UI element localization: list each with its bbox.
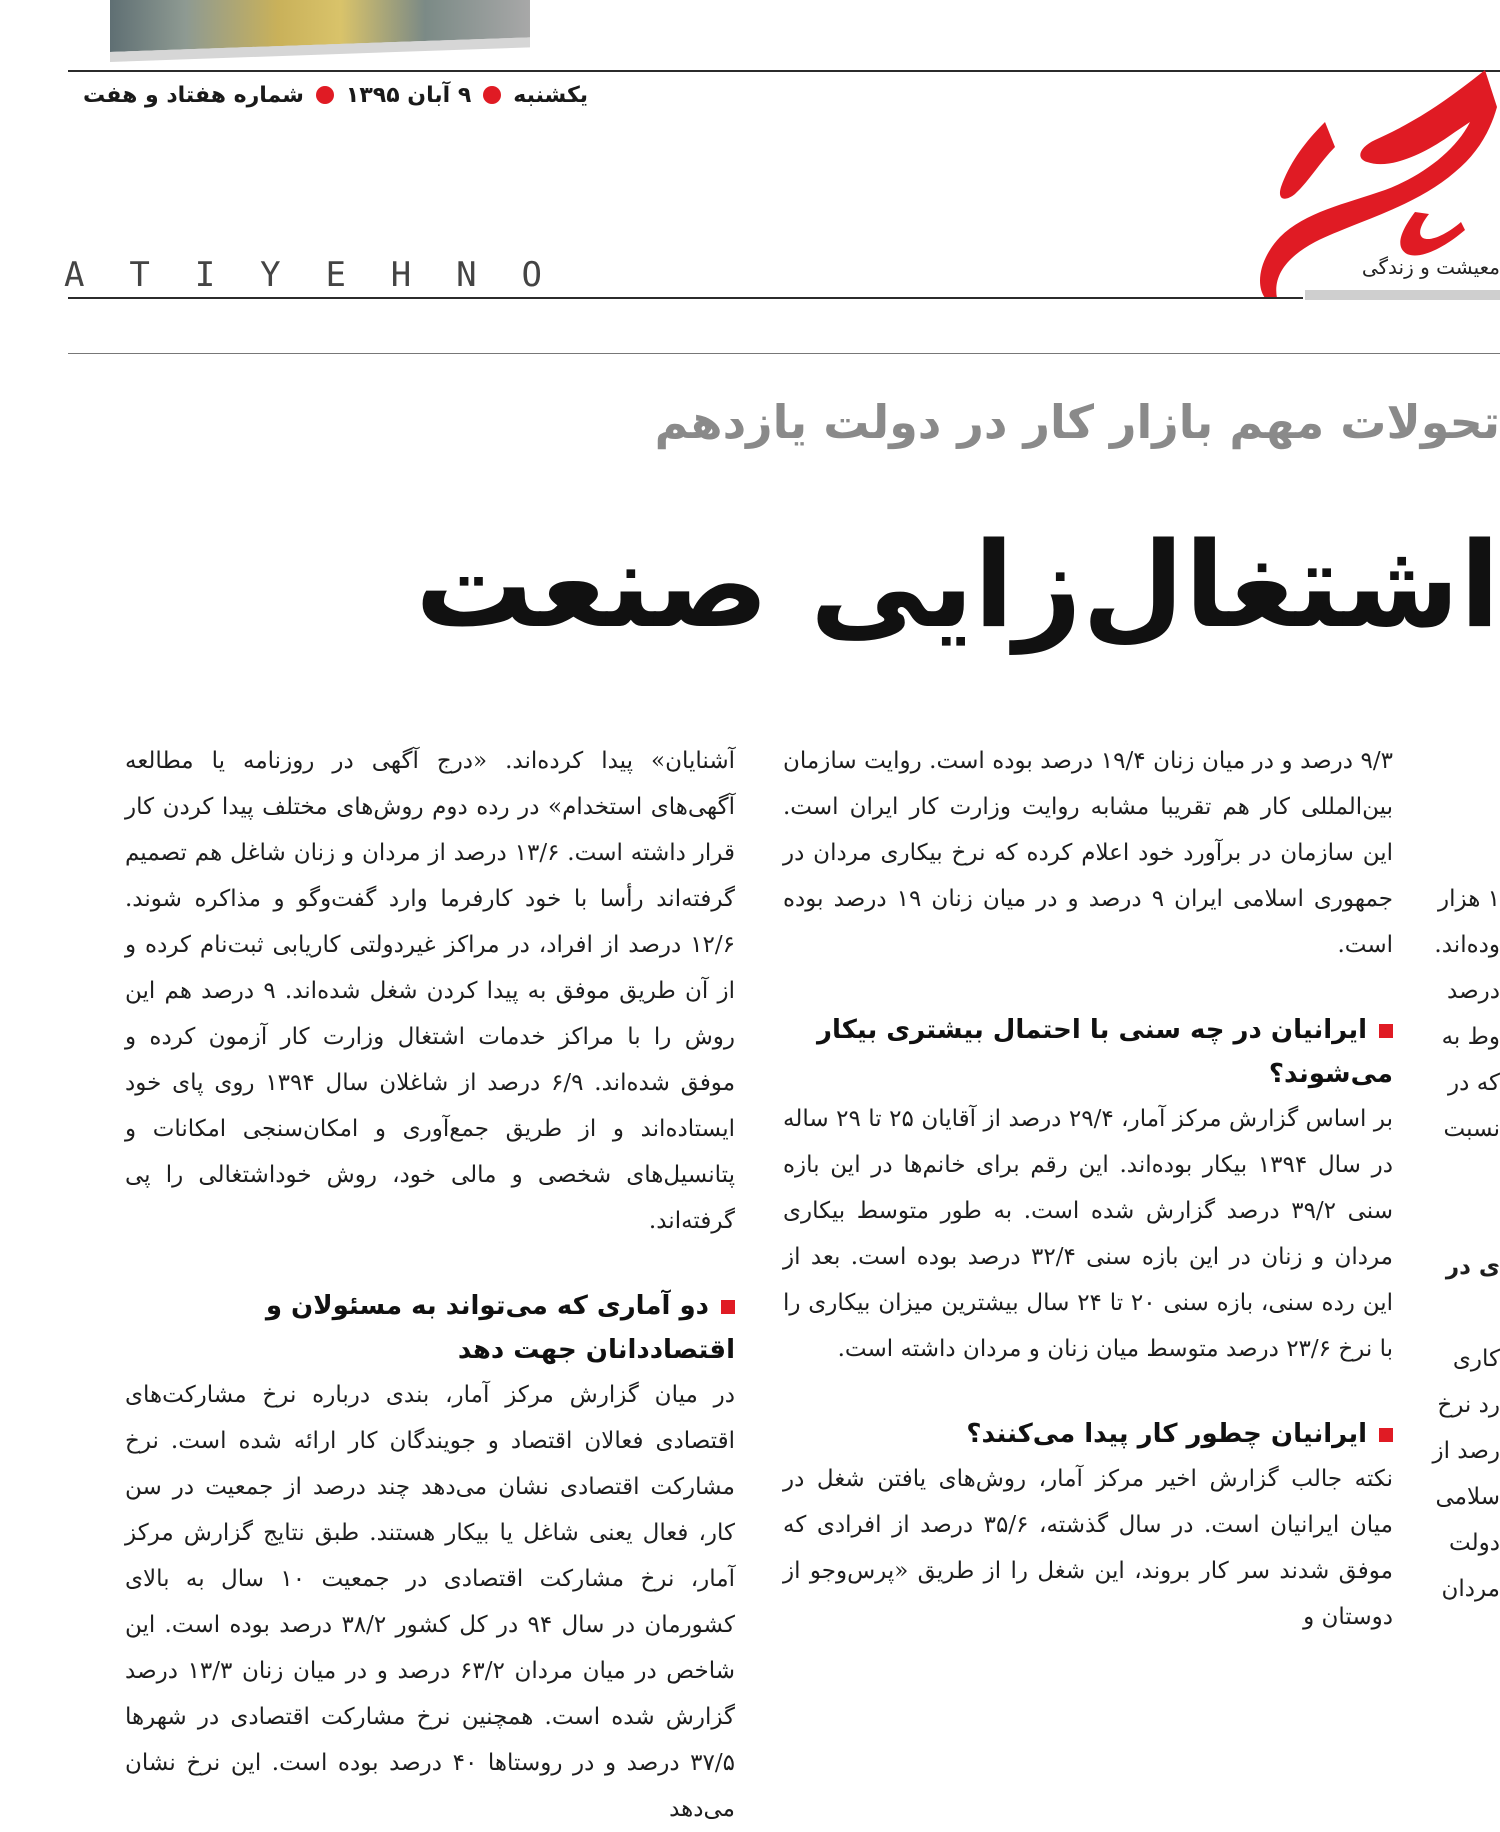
bullet-dot-icon: [483, 86, 501, 104]
subheading: [783, 1412, 1393, 1456]
paragraph: در میان گزارش مرکز آمار، بندی درباره نرخ مشارکت‌های اقتصادی فعالان اقتصاد و جویندگان کار ارائه شده است. نرخ مشارکت اقتصادی نشان می‌دهد چند درصد از جمعیت در سن کار، فعال یعنی شاغل یا بیکار هستند. طبق نتایج گزارش مرکز آمار، نرخ مشارکت اقتصادی در جمعیت ۱۰ سال به بالای کشورمان در سال ۹۴ در کل کشور ۳۸/۲ درصد بوده است. این شاخص در میان مردان ۶۳/۲ درصد و در میان زنان ۱۳/۳ درصد گزارش شده است. همچنین نرخ مشارکت اقتصادی در شهرها ۳۷/۵ درصد و در روستاها ۴۰ درصد بوده است. این نرخ نشان می‌دهد: [125, 1382, 736, 1822]
text-fragment: دولت: [1449, 1530, 1500, 1556]
subheading: [783, 1008, 1393, 1096]
logo-letter: H: [390, 255, 414, 295]
subheading-text: دو آماری که می‌تواند به مسئولان و اقتصاددانان جهت دهد: [265, 1291, 735, 1365]
logo-letter: A: [64, 255, 87, 295]
article-kicker: تحولات مهم بازار کار در دولت یازدهم: [654, 395, 1500, 449]
subheading-text: ایرانیان در چه سنی با احتمال بیشتری بیکار می‌شوند؟: [817, 1015, 1393, 1089]
text-fragment: سلامی: [1435, 1484, 1500, 1510]
text-fragment: ۱ هزار: [1438, 886, 1500, 912]
paragraph: بر اساس گزارش مرکز آمار، ۲۹/۴ درصد از آقایان ۲۵ تا ۲۹ ساله در سال ۱۳۹۴ بیکار بوده‌اند. این رقم برای خانم‌ها در این بازه سنی ۳۹/۲ درصد گزارش شده است. به طور متوسط بیکاری مردان و زنان در این بازه سنی ۳۲/۴ درصد بوده است. بعد از این رده سنی، بازه سنی ۲۰ تا ۲۴ سال بیشترین میزان بیکاری را با نرخ ۲۳/۶ درصد متوسط میان زنان و مردان داشته است.: [783, 1106, 1393, 1362]
logo-letter: O: [521, 255, 544, 295]
issue-number: شماره هفتاد و هفت: [82, 82, 304, 108]
text-fragment: رد نرخ: [1437, 1392, 1500, 1418]
text-fragment: درصد: [1447, 978, 1500, 1004]
article-headline: اشتغال‌زایی صنعت: [415, 516, 1500, 654]
logo-letter: T: [129, 255, 152, 295]
text-fragment: ی در: [1445, 1254, 1500, 1280]
dateline: [68, 78, 588, 112]
paragraph: ۹/۳ درصد و در میان زنان ۱۹/۴ درصد بوده است. روایت سازمان بین‌المللی کار هم تقریبا مشابه روایت وزارت کار ایران است. این سازمان در برآورد خود اعلام کرده که نرخ بیکاری مردان در جمهوری اسلامی ایران ۹ درصد و در میان زنان ۱۹ درصد بوده است.: [783, 748, 1394, 958]
text-fragment: رصد از: [1432, 1438, 1500, 1464]
article-top-rule: [68, 353, 1500, 354]
left-column: [125, 738, 735, 1832]
text-fragment: نسبت: [1443, 1116, 1500, 1142]
text-fragment: مردان: [1441, 1576, 1500, 1602]
section-gray-bar: [1305, 290, 1500, 300]
logo-letter: I: [194, 255, 218, 295]
header-photo-strip: [110, 0, 530, 55]
text-fragment: کاری: [1452, 1346, 1500, 1372]
bullet-dot-icon: [316, 86, 334, 104]
issue-date: ۹ آبان ۱۳۹۵: [345, 82, 472, 108]
logo-letter: E: [325, 255, 348, 295]
weekday: یکشنبه: [513, 82, 588, 108]
red-square-icon: [721, 1300, 735, 1314]
paragraph: نکته جالب گزارش اخیر مرکز آمار، روش‌های یافتن شغل در میان ایرانیان است. در سال گذشته، ۳۵/۶ درصد از افرادی که موفق شدند سر کار بروند، این شغل را از طریق «پرس‌وجو از دوستان و: [783, 1466, 1393, 1630]
text-fragment: که در: [1448, 1070, 1500, 1096]
red-square-icon: [1379, 1428, 1393, 1442]
red-square-icon: [1379, 1024, 1393, 1038]
subheading-text: ایرانیان چطور کار پیدا می‌کنند؟: [966, 1419, 1367, 1449]
header-bottom-rule: [68, 297, 1303, 299]
logo-letter: N: [456, 255, 479, 295]
paragraph: آشنایان» پیدا کرده‌اند. «درج آگهی در روزنامه یا مطالعه آگهی‌های استخدام» در رده دوم روش‌های مختلف پیدا کردن کار قرار داشته است. ۱۳/۶ درصد از مردان و زنان شاغل هم تصمیم گرفته‌اند رأسا با خود کارفرما وارد گفت‌وگو و مذاکره شوند. ۱۲/۶ درصد از افراد، در مراکز غیردولتی کاریابی ثبت‌نام کرده و از آن طریق موفق به پیدا کردن شغل شده‌اند. ۹ درصد هم این روش را با مراکز خدمات اشتغال وزارت کار آزمون کرده و موفق شده‌اند. ۶/۹ درصد از شاغلان سال ۱۳۹۴ روی پای خود ایستاده‌اند و از طریق جمع‌آوری و امکان‌سنجی امکانات و پتانسیل‌های شخصی و مالی خود، روش خوداشتغالی را پی گرفته‌اند.: [125, 748, 736, 1234]
text-fragment: وط به: [1441, 1024, 1500, 1050]
subheading: [125, 1284, 735, 1372]
latin-logo: [64, 255, 544, 295]
right-column-fragment: [1432, 738, 1500, 1612]
section-label: معیشت و زندگی: [1361, 255, 1500, 279]
middle-column: [783, 738, 1393, 1640]
text-fragment: وده‌اند.: [1434, 932, 1500, 958]
logo-letter: Y: [260, 255, 283, 295]
